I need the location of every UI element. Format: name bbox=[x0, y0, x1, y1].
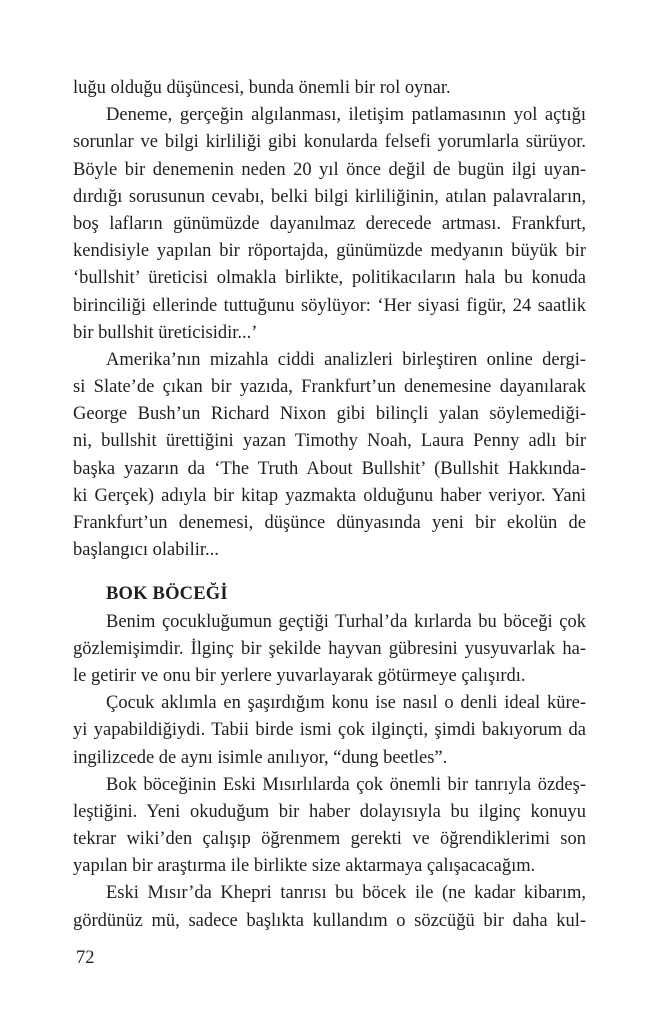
text-line: Böyle bir denemenin neden 20 yıl önce değil de bugün ilgi uyan- bbox=[73, 159, 586, 180]
text-line: Eski Mısır’da Khepri tanrısı bu böcek ile (ne kadar kibarım, bbox=[106, 883, 586, 904]
text-line: leştiğini. Yeni okuduğum bir haber dolayısıyla bu ilginç konuyu bbox=[73, 801, 586, 822]
text-line: si Slate’de çıkan bir yazıda, Frankfurt’un denemesine dayanılarak bbox=[73, 377, 586, 398]
page-number: 72 bbox=[76, 948, 95, 968]
paragraph bbox=[73, 347, 586, 565]
text-line: Frankfurt’un denemesi, düşünce dünyasında yeni bir ekolün de bbox=[73, 513, 586, 533]
text-line: birinciliği ellerinde tuttuğunu söylüyor: ‘Her siyasi figür, 24 saatlik bbox=[73, 295, 586, 316]
text-line: boş lafların günümüzde dayanılmaz derecede artması. Frankfurt, bbox=[73, 213, 586, 234]
text-line: ‘bullshit’ üreticisi olmakla birlikte, politikacıların hala bu konuda bbox=[73, 268, 586, 289]
text-line: yi yapabildiğiydi. Tabii birde ismi çok ilginçti, şimdi bakıyorum da bbox=[73, 720, 586, 741]
paragraph bbox=[73, 772, 586, 881]
paragraph-continuation bbox=[73, 75, 586, 102]
text-line: tekrar wiki’den çalışıp öğrenmem gerekti ve öğrendiklerimi son bbox=[73, 829, 586, 850]
text-line: George Bush’un Richard Nixon gibi bilinçli yalan söylemediği- bbox=[73, 404, 586, 425]
text-line: başka yazarın da ‘The Truth About Bullshit’ (Bullshit Hakkında- bbox=[73, 458, 586, 479]
text-line: kendisiyle yapılan bir röportajda, günümüzde medyanın büyük bir bbox=[73, 241, 586, 262]
text-line: luğu olduğu düşüncesi, bunda önemli bir rol oynar. bbox=[73, 78, 451, 98]
text-line: gözlemişimdir. İlginç bir şekilde hayvan gübresini yusyuvarlak ha- bbox=[73, 638, 586, 659]
paragraph bbox=[73, 690, 586, 772]
text-column bbox=[73, 75, 586, 935]
text-line: ni, bullshit ürettiğini yazan Timothy Noah, Laura Penny adlı bir bbox=[73, 431, 586, 452]
text-line: başlangıcı olabilir... bbox=[73, 540, 219, 561]
paragraph bbox=[73, 880, 586, 934]
text-line: Deneme, gerçeğin algılanması, iletişim patlamasının yol açtığı bbox=[106, 105, 586, 126]
text-line: sorunlar ve bilgi kirliliği gibi konularda felsefi yorumlarla sürüyor. bbox=[73, 132, 586, 153]
paragraph bbox=[73, 609, 586, 691]
paragraph bbox=[73, 102, 586, 347]
text-line: yapılan bir araştırma ile birlikte size aktarmaya çalışacacağım. bbox=[73, 856, 536, 877]
section-heading: BOK BÖCEĞİ bbox=[106, 584, 228, 605]
text-line: Çocuk aklımla en şaşırdığım konu ise nasıl o denli ideal küre- bbox=[106, 693, 586, 714]
text-line: dırdığı sorusunun cevabı, belki bilgi kirliliğinin, atılan palavraların, bbox=[73, 186, 586, 207]
text-line: gördünüz mü, sadece başlıkta kullandım o sözcüğü bir daha kul- bbox=[73, 910, 586, 931]
text-line: bir bullshit üreticisidir...’ bbox=[73, 322, 258, 343]
text-line: Amerika’nın mizahla ciddi analizleri birleştiren online dergi- bbox=[106, 349, 586, 370]
text-line: ingilizcede de aynı isimle anılıyor, “dung beetles”. bbox=[73, 747, 448, 768]
text-line: Bok böceğinin Eski Mısırlılarda çok önemli bir tanrıyla özdeş- bbox=[106, 774, 586, 795]
text-line: ki Gerçek) adıyla bir kitap yazmakta olduğunu haber veriyor. Yani bbox=[73, 485, 586, 506]
text-line: le getirir ve onu bir yerlere yuvarlayarak götürmeye çalışırdı. bbox=[73, 665, 526, 686]
text-line: Benim çocukluğumun geçtiği Turhal’da kırlarda bu böceği çok bbox=[106, 611, 586, 632]
